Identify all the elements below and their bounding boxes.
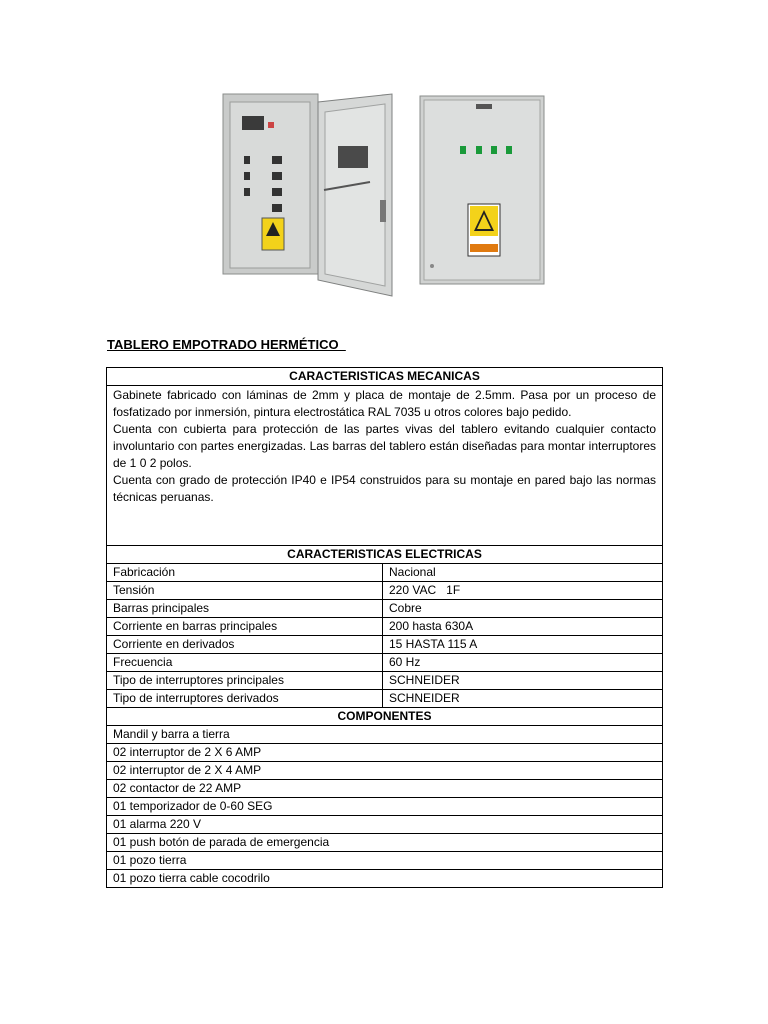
electricas-value: 220 VAC 1F (383, 582, 663, 600)
componente-row (107, 870, 663, 888)
electricas-row (107, 654, 663, 672)
electricas-value: Nacional (383, 564, 663, 582)
electricas-row (107, 636, 663, 654)
electricas-value: 200 hasta 630A (383, 618, 663, 636)
mecanicas-paragraph: Cuenta con cubierta para protección de las partes vivas del tablero evitando cualquier contacto involuntario con partes energizadas. Las barras del tablero están diseñadas para montar interruptores de 1 0 2 polos. (113, 422, 657, 470)
cabinet-illustration (220, 90, 550, 300)
mecanicas-header-row (107, 368, 663, 386)
electricas-value: SCHNEIDER (383, 690, 663, 708)
closed-cabinet-image (420, 96, 544, 284)
electricas-label: Frecuencia (107, 654, 383, 672)
electricas-value: 15 HASTA 115 A (383, 636, 663, 654)
componente-row (107, 726, 663, 744)
electricas-row (107, 564, 663, 582)
electricas-value: 60 Hz (383, 654, 663, 672)
electricas-label: Tensión (107, 582, 383, 600)
componente-row (107, 798, 663, 816)
componente-row (107, 834, 663, 852)
componente-row (107, 780, 663, 798)
spec-table (106, 367, 663, 888)
componente-row (107, 762, 663, 780)
electricas-label: Fabricación (107, 564, 383, 582)
electricas-row (107, 672, 663, 690)
componente-row (107, 816, 663, 834)
componente-item: 01 pozo tierra cable cocodrilo (107, 870, 663, 888)
electricas-label: Tipo de interruptores principales (107, 672, 383, 690)
document-title: TABLERO EMPOTRADO HERMÉTICO (107, 337, 346, 352)
mecanicas-paragraph: Gabinete fabricado con láminas de 2mm y placa de montaje de 2.5mm. Pasa por un proceso de fosfatizado por inmersión, pintura electrostática RAL 7035 u otros colores bajo pedido. (113, 388, 657, 419)
electricas-value: Cobre (383, 600, 663, 618)
electricas-row (107, 582, 663, 600)
componente-row (107, 744, 663, 762)
electricas-label: Corriente en derivados (107, 636, 383, 654)
electricas-label: Corriente en barras principales (107, 618, 383, 636)
electricas-label: Barras principales (107, 600, 383, 618)
mecanicas-description (107, 386, 663, 546)
electricas-value: SCHNEIDER (383, 672, 663, 690)
open-cabinet-image (223, 94, 392, 296)
componentes-header-row (107, 708, 663, 726)
mecanicas-paragraph: Cuenta con grado de protección IP40 e IP54 construidos para su montaje en pared bajo las normas técnicas peruanas. (113, 473, 657, 504)
electricas-row (107, 618, 663, 636)
componente-row (107, 852, 663, 870)
componente-item: 01 temporizador de 0-60 SEG (107, 798, 663, 816)
componente-item: 02 interruptor de 2 X 6 AMP (107, 744, 663, 762)
electricas-row (107, 690, 663, 708)
componente-item: Mandil y barra a tierra (107, 726, 663, 744)
componente-item: 01 pozo tierra (107, 852, 663, 870)
componente-item: 02 contactor de 22 AMP (107, 780, 663, 798)
electricas-header-row (107, 546, 663, 564)
electricas-header: CARACTERISTICAS ELECTRICAS (107, 546, 663, 564)
componente-item: 02 interruptor de 2 X 4 AMP (107, 762, 663, 780)
electricas-label: Tipo de interruptores derivados (107, 690, 383, 708)
product-photos (220, 90, 550, 300)
mecanicas-header: CARACTERISTICAS MECANICAS (107, 368, 663, 386)
componente-item: 01 alarma 220 V (107, 816, 663, 834)
mecanicas-description-row (107, 386, 663, 546)
componentes-header: COMPONENTES (107, 708, 663, 726)
electricas-row (107, 600, 663, 618)
componente-item: 01 push botón de parada de emergencia (107, 834, 663, 852)
